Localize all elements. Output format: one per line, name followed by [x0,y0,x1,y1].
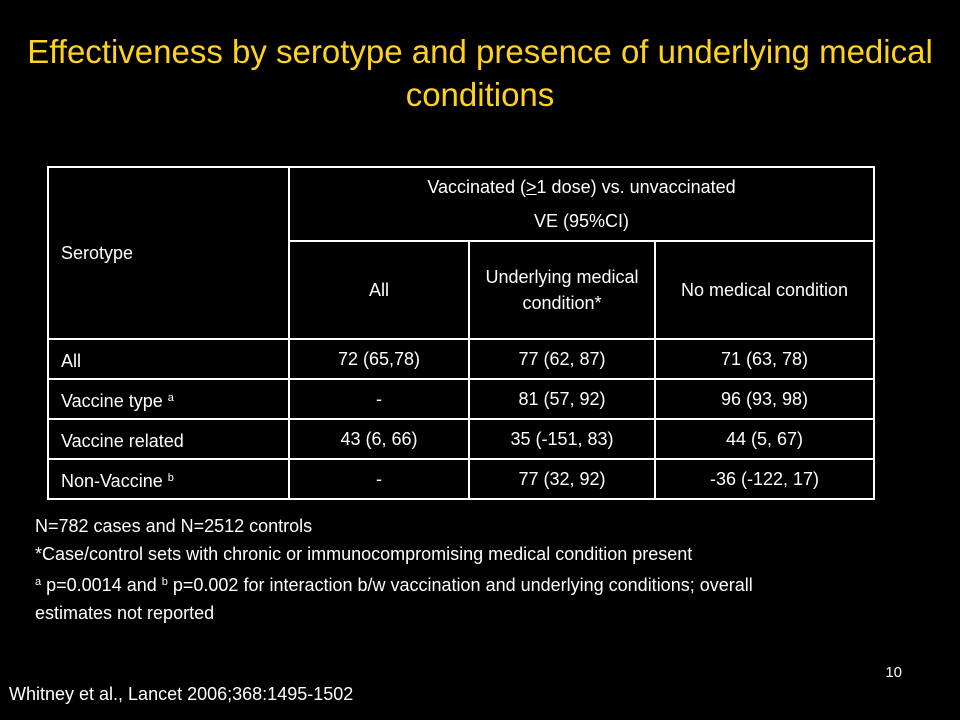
col-header-no-medical: No medical condition [655,241,874,339]
cell-underlying: 77 (62, 87) [469,339,655,379]
cell-underlying: 81 (57, 92) [469,379,655,419]
footnote-interaction: $^a$ p=0.0014 and $^b$ p=0.002 for interaction b/w vaccination and underlying conditions; overall estimates not reported [35,575,753,623]
serotype-header: Serotype [48,167,289,339]
footnotes [35,512,815,627]
cell-underlying: 77 (32, 92) [469,459,655,499]
page-number: 10 [885,664,902,681]
table-row [48,339,874,379]
table-row [48,379,874,419]
cell-no-medical: 96 (93, 98) [655,379,874,419]
row-label: Vaccine related [48,419,289,459]
table-header-row [48,167,874,241]
table-row [48,459,874,499]
row-label: Non-Vaccine $^b$ [48,459,289,499]
group-subheader: VE (95%CI) [533,211,630,231]
cell-no-medical: 71 (63, 78) [655,339,874,379]
cell-all: - [289,459,469,499]
col-header-underlying: Underlying medical condition* [469,241,655,339]
group-header-ge-symbol: > [526,177,537,197]
cell-all: 43 (6, 66) [289,419,469,459]
slide-title: Effectiveness by serotype and presence of underlying medical conditions [27,33,933,113]
col-header-all: All [289,241,469,339]
cell-all: - [289,379,469,419]
group-header-post: 1 dose) vs. unvaccinated [536,177,736,197]
cell-no-medical: 44 (5, 67) [655,419,874,459]
footnote-sample-size: N=782 cases and N=2512 controls [35,516,313,536]
group-header [289,167,874,241]
cell-all: 72 (65,78) [289,339,469,379]
cell-no-medical: -36 (-122, 17) [655,459,874,499]
row-label: Vaccine type $^a$ [48,379,289,419]
footnote-asterisk: *Case/control sets with chronic or immunocompromising medical condition present [35,544,693,564]
citation: Whitney et al., Lancet 2006;368:1495-1502 [9,684,354,704]
group-header-pre: Vaccinated ( [427,177,527,197]
row-label: All [48,339,289,379]
table-row [48,419,874,459]
ve-table [47,166,875,500]
cell-underlying: 35 (-151, 83) [469,419,655,459]
